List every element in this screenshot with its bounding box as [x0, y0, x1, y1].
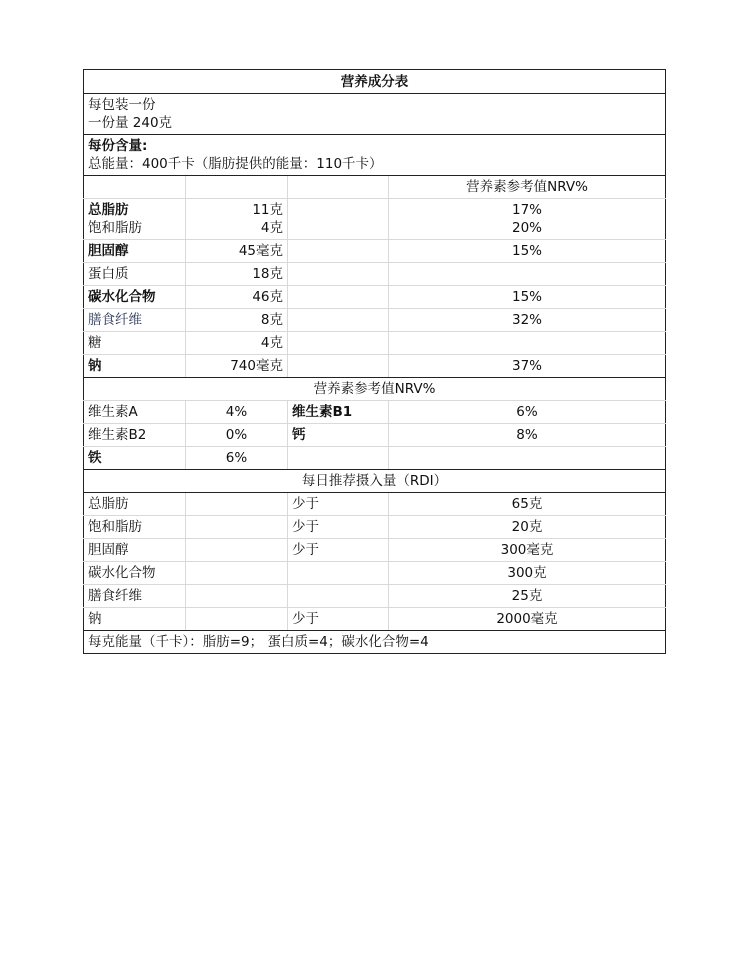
rdi-qualifier [288, 562, 389, 585]
rdi-qualifier: 少于 [288, 516, 389, 539]
footer-row [84, 631, 666, 654]
vitamin-name: 维生素B1 [288, 401, 389, 424]
per-serving-info [84, 135, 666, 176]
nutrient-nrv: 15% [389, 240, 666, 263]
nutrition-facts-table [83, 69, 666, 654]
rdi-qualifier: 少于 [288, 539, 389, 562]
nutrient-nrv: 15% [389, 286, 666, 309]
vitamin-value: 4% [186, 401, 288, 424]
per-serving-heading: 每份含量: [88, 138, 148, 154]
nutrient-amount: 11克 [252, 202, 283, 218]
rdi-value: 25克 [389, 585, 666, 608]
nutrient-name: 饱和脂肪 [88, 220, 142, 236]
nutrient-name: 总脂肪 [88, 202, 129, 218]
vitamin-value [389, 447, 666, 470]
vitamin-row [84, 447, 666, 470]
vitamin-value: 0% [186, 424, 288, 447]
rdi-qualifier: 少于 [288, 608, 389, 631]
nutrient-nrv: 20% [511, 220, 542, 236]
rdi-value: 65克 [389, 493, 666, 516]
rdi-value: 300毫克 [389, 539, 666, 562]
nutrient-row [84, 309, 666, 332]
serving-row [84, 94, 666, 135]
nutrient-name: 膳食纤维 [84, 309, 186, 332]
rdi-name: 碳水化合物 [84, 562, 186, 585]
vitamin-name: 钙 [288, 424, 389, 447]
nutrient-name: 胆固醇 [84, 240, 186, 263]
nutrient-row [84, 355, 666, 378]
nutrient-nrv: 37% [389, 355, 666, 378]
nutrient-nrv: 32% [389, 309, 666, 332]
rdi-value: 2000毫克 [389, 608, 666, 631]
rdi-name: 钠 [84, 608, 186, 631]
nutrient-row [84, 332, 666, 355]
serving-info [84, 94, 666, 135]
vitamin-value: 8% [389, 424, 666, 447]
nrv-column-header: 营养素参考值NRV% [389, 176, 666, 199]
rdi-row [84, 493, 666, 516]
energy-conversion-note: 每克能量（千卡）：脂肪=9； 蛋白质=4；碳水化合物=4 [84, 631, 666, 654]
rdi-row [84, 562, 666, 585]
vitamin-row [84, 424, 666, 447]
rdi-name: 胆固醇 [84, 539, 186, 562]
nutrient-name: 碳水化合物 [84, 286, 186, 309]
nutrients-header-row [84, 176, 666, 199]
rdi-value: 300克 [389, 562, 666, 585]
nutrient-amount: 740毫克 [186, 355, 288, 378]
vitamin-name: 铁 [84, 447, 186, 470]
nutrient-amount: 4克 [260, 220, 283, 236]
nutrient-name: 糖 [84, 332, 186, 355]
serving-line-2: 一份量 240克 [88, 115, 173, 131]
nutrient-nrv: 17% [511, 202, 542, 218]
serving-line-1: 每包装一份 [88, 97, 156, 113]
nutrient-row [84, 286, 666, 309]
vitamin-name: 维生素B2 [84, 424, 186, 447]
nutrient-amount: 46克 [186, 286, 288, 309]
vitamin-row [84, 401, 666, 424]
title-row [84, 70, 666, 94]
rdi-name: 膳食纤维 [84, 585, 186, 608]
nutrient-amount: 4克 [186, 332, 288, 355]
rdi-value: 20克 [389, 516, 666, 539]
rdi-qualifier [288, 585, 389, 608]
vitamins-header: 营养素参考值NRV% [84, 378, 666, 401]
nutrient-nrv [389, 263, 666, 286]
vitamin-name [288, 447, 389, 470]
nutrient-amount: 8克 [186, 309, 288, 332]
rdi-row [84, 585, 666, 608]
rdi-row [84, 608, 666, 631]
vitamins-header-row [84, 378, 666, 401]
vitamin-name: 维生素A [84, 401, 186, 424]
nutrient-nrv [389, 332, 666, 355]
nutrient-row [84, 263, 666, 286]
nutrient-row [84, 240, 666, 263]
nutrient-name: 钠 [84, 355, 186, 378]
nutrient-row-fat [84, 199, 666, 240]
rdi-row [84, 516, 666, 539]
rdi-row [84, 539, 666, 562]
rdi-qualifier: 少于 [288, 493, 389, 516]
per-serving-row [84, 135, 666, 176]
nutrient-name: 蛋白质 [84, 263, 186, 286]
table-title: 营养成分表 [84, 70, 666, 94]
rdi-header-row [84, 470, 666, 493]
rdi-name: 饱和脂肪 [84, 516, 186, 539]
nutrient-amount: 45毫克 [186, 240, 288, 263]
energy-line: 总能量：400千卡（脂肪提供的能量：110千卡） [88, 156, 383, 172]
vitamin-value: 6% [186, 447, 288, 470]
vitamin-value: 6% [389, 401, 666, 424]
rdi-name: 总脂肪 [84, 493, 186, 516]
rdi-header: 每日推荐摄入量（RDI） [84, 470, 666, 493]
nutrient-amount: 18克 [186, 263, 288, 286]
